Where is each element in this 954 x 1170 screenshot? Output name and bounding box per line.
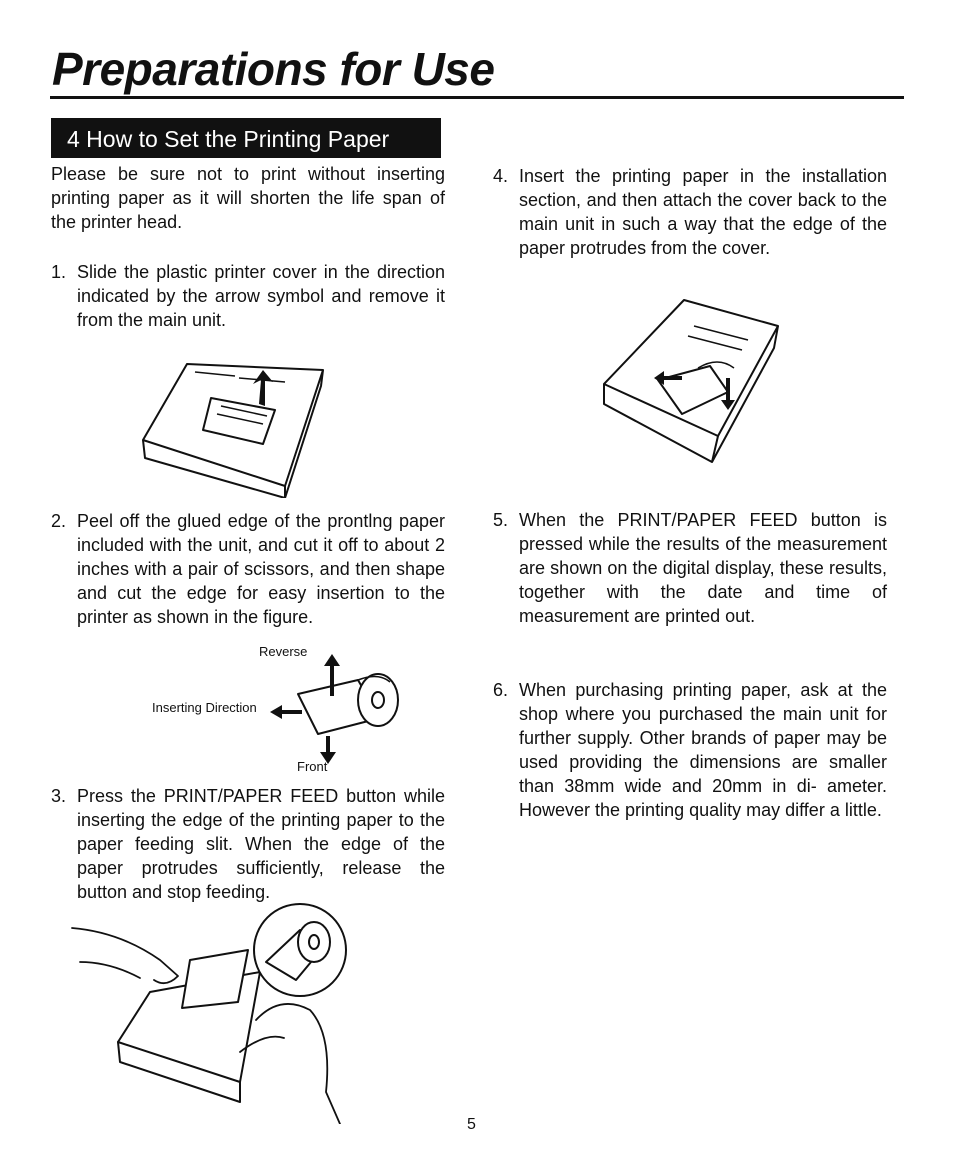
step-number: 5. bbox=[493, 510, 509, 530]
step-number: 3. bbox=[51, 786, 67, 806]
step-text: When purchasing printing paper, ask at the shop where you purchased the main unit for further supply. Other brands of paper may be used providing the dimensions are smaller than 38mm wide and 20mm in di- ameter. However the printing quality may differ a little. bbox=[519, 680, 887, 820]
step-text: Press the PRINT/PAPER FEED button while inserting the edge of the printing paper to the paper feeding slit. When the edge of the paper protrudes sufficiently, release the button and stop feeding. bbox=[77, 786, 445, 902]
reverse-label: Reverse bbox=[259, 644, 308, 659]
step-6 bbox=[493, 678, 887, 822]
printer-cover-removal-illustration bbox=[135, 358, 330, 498]
page-number: 5 bbox=[467, 1116, 476, 1133]
step-number: 1. bbox=[51, 262, 67, 282]
front-label: Front bbox=[297, 759, 328, 774]
step-text: Slide the plastic printer cover in the direction indicated by the arrow symbol and remove it from the main unit. bbox=[77, 262, 445, 330]
right-column bbox=[493, 164, 887, 864]
step-2 bbox=[51, 509, 445, 629]
paper-roll-illustration bbox=[268, 652, 408, 764]
step-text: When the PRINT/PAPER FEED button is pressed while the results of the measurement are shown on the digital display, these results, together with the date and time of measurement are printed out. bbox=[519, 510, 887, 626]
step-number: 2. bbox=[51, 511, 67, 531]
page-title: Preparations for Use bbox=[52, 43, 495, 95]
inserting-direction-arrow-icon bbox=[270, 705, 302, 719]
title-rule bbox=[50, 96, 904, 99]
intro-paragraph: Please be sure not to print without inserting printing paper as it will shorten the life span of the printer head. bbox=[51, 164, 445, 232]
paper-feeding-hands-illustration bbox=[70, 902, 360, 1124]
step-3 bbox=[51, 784, 445, 904]
section-heading: 4 How to Set the Printing Paper bbox=[51, 118, 441, 158]
step-5 bbox=[493, 508, 887, 628]
step-text: Peel off the glued edge of the prontlng paper included with the unit, and cut it off to about 2 inches with a pair of scissors, and then shape and cut the edge for easy insertion to the printer as shown in the figure. bbox=[77, 511, 445, 627]
step-4 bbox=[493, 164, 887, 260]
up-arrow-icon bbox=[253, 370, 273, 406]
step-number: 4. bbox=[493, 166, 509, 186]
left-column bbox=[51, 162, 445, 922]
inserting-direction-label: Inserting Direction bbox=[152, 700, 257, 715]
step-text: Insert the printing paper in the installation section, and then attach the cover back to the main unit in such a way that the edge of the paper protrudes from the cover. bbox=[519, 166, 887, 258]
cover-reattach-illustration bbox=[598, 296, 783, 466]
step-number: 6. bbox=[493, 680, 509, 700]
step-1 bbox=[51, 260, 445, 332]
